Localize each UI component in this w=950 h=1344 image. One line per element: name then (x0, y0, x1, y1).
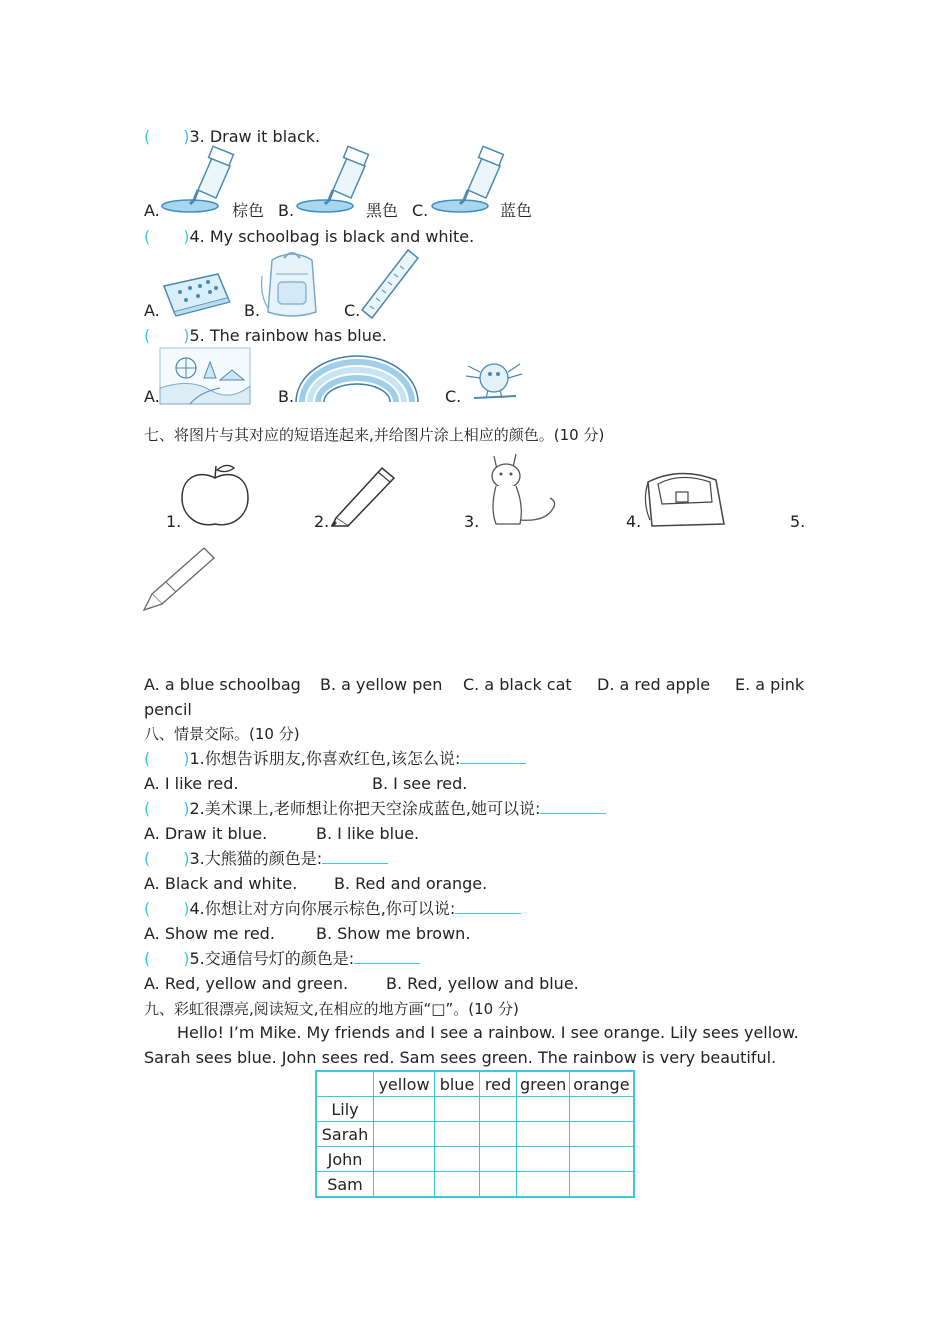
section-9-heading: 九、彩虹很漂亮,阅读短文,在相应的地方画“□”。(10 分) (144, 1000, 519, 1018)
row-label-lily: Lily (316, 1097, 374, 1122)
answer-cell[interactable] (480, 1172, 517, 1198)
option-b: B. Show me brown. (316, 924, 471, 943)
pen-icon (142, 546, 218, 614)
ruler-icon (360, 248, 420, 318)
answer-blank[interactable] (455, 899, 521, 914)
paint-tube-icon-c (430, 148, 510, 218)
answer-paren-open[interactable]: ( (144, 849, 151, 868)
answer-paren-close: ) (183, 849, 190, 868)
answer-paren-close: ) (183, 326, 190, 345)
question-text: 4. My schoolbag is black and white. (189, 227, 475, 246)
answer-cell[interactable] (517, 1097, 570, 1122)
answer-cell[interactable] (480, 1122, 517, 1147)
option-a-label: A. (144, 301, 160, 320)
option-b: B. Red, yellow and blue. (386, 974, 579, 993)
answer-paren-open[interactable]: ( (144, 949, 151, 968)
schoolbag-icon (640, 462, 726, 528)
answer-paren-close: ) (183, 749, 190, 768)
picture-number-2: 2. (314, 512, 330, 531)
picture-number-4: 4. (626, 512, 642, 531)
situation-question-4 (144, 899, 521, 919)
situation-question-5 (144, 949, 420, 969)
row-label-sarah: Sarah (316, 1122, 374, 1147)
answer-cell[interactable] (374, 1172, 435, 1198)
answer-blank[interactable] (322, 849, 388, 864)
option-b-label: B. (278, 201, 295, 220)
situation-question-3 (144, 849, 388, 869)
answer-cell[interactable] (517, 1147, 570, 1172)
option-a: A. I like red. (144, 774, 239, 793)
answer-blank[interactable] (460, 749, 526, 764)
phrase-d: D. a red apple (597, 675, 711, 694)
answer-paren-open[interactable]: ( (144, 227, 151, 246)
answer-cell[interactable] (570, 1172, 634, 1198)
bird-icon (464, 352, 524, 404)
answer-paren-open[interactable]: ( (144, 749, 151, 768)
question-5 (144, 326, 387, 346)
situation-question-2 (144, 799, 606, 819)
header-cell-orange: orange (570, 1071, 634, 1097)
answer-paren-close: ) (183, 799, 190, 818)
phrase-a: A. a blue schoolbag (144, 675, 301, 694)
answer-paren-close: ) (183, 949, 190, 968)
option-a: A. Black and white. (144, 874, 298, 893)
answer-cell[interactable] (570, 1122, 634, 1147)
paint-tube-icon-b (295, 148, 375, 218)
option-a: A. Draw it blue. (144, 824, 268, 843)
section-8-heading: 八、情景交际。(10 分) (144, 725, 300, 743)
question-3 (144, 127, 320, 147)
option-b-label: B. (244, 301, 261, 320)
answer-cell[interactable] (435, 1122, 480, 1147)
header-cell-yellow: yellow (374, 1071, 435, 1097)
phrase-e-wrap: pencil (144, 700, 192, 719)
table-row (316, 1172, 634, 1198)
answer-cell[interactable] (374, 1147, 435, 1172)
rainbow-icon (294, 354, 420, 404)
question-text: 2.美术课上,老师想让你把天空涂成蓝色,她可以说: (189, 799, 541, 818)
question-4 (144, 227, 474, 247)
phrase-b: B. a yellow pen (320, 675, 443, 694)
answer-paren-open[interactable]: ( (144, 326, 151, 345)
answer-cell[interactable] (570, 1097, 634, 1122)
picture-number-3: 3. (464, 512, 480, 531)
question-text: 3. Draw it black. (189, 127, 321, 146)
option-b: B. Red and orange. (334, 874, 488, 893)
answer-cell[interactable] (480, 1147, 517, 1172)
phrase-c: C. a black cat (463, 675, 572, 694)
answer-paren-open[interactable]: ( (144, 799, 151, 818)
header-cell-green: green (517, 1071, 570, 1097)
table-row (316, 1147, 634, 1172)
question-text: 1.你想告诉朋友,你喜欢红色,该怎么说: (189, 749, 461, 768)
option-c-label: C. (412, 201, 429, 220)
option-c-caption: 蓝色 (500, 201, 533, 220)
option-b-label: B. (278, 387, 295, 406)
answer-cell[interactable] (480, 1097, 517, 1122)
option-a-caption: 棕色 (232, 201, 265, 220)
header-cell-red: red (480, 1071, 517, 1097)
answer-cell[interactable] (435, 1147, 480, 1172)
option-c-label: C. (344, 301, 361, 320)
situation-question-1 (144, 749, 526, 769)
option-c-label: C. (445, 387, 462, 406)
color-table (315, 1070, 635, 1198)
table-row (316, 1097, 634, 1122)
answer-paren-close: ) (183, 899, 190, 918)
answer-paren-open[interactable]: ( (144, 899, 151, 918)
option-a-label: A. (144, 387, 160, 406)
answer-cell[interactable] (435, 1172, 480, 1198)
table-row (316, 1122, 634, 1147)
answer-paren-open[interactable]: ( (144, 127, 151, 146)
passage-line-2: Sarah sees blue. John sees red. Sam sees green. The rainbow is very beautiful. (144, 1048, 777, 1067)
answer-cell[interactable] (435, 1097, 480, 1122)
landscape-picture-icon (160, 348, 250, 404)
answer-cell[interactable] (374, 1122, 435, 1147)
answer-blank[interactable] (540, 799, 606, 814)
row-label-john: John (316, 1147, 374, 1172)
question-text: 5. The rainbow has blue. (189, 326, 387, 345)
answer-cell[interactable] (517, 1122, 570, 1147)
answer-cell[interactable] (570, 1147, 634, 1172)
answer-cell[interactable] (517, 1172, 570, 1198)
phrase-e: E. a pink (735, 675, 805, 694)
answer-paren-close: ) (183, 227, 190, 246)
answer-blank[interactable] (354, 949, 420, 964)
cat-icon (478, 446, 562, 530)
option-a: A. Show me red. (144, 924, 275, 943)
question-text: 5.交通信号灯的颜色是: (189, 949, 355, 968)
question-text: 3.大熊猫的颜色是: (189, 849, 323, 868)
row-label-sam: Sam (316, 1172, 374, 1198)
picture-number-5: 5. (790, 512, 806, 531)
pencil-case-icon (160, 268, 232, 318)
pencil-icon (330, 462, 400, 528)
answer-paren-close: ) (183, 127, 190, 146)
option-a-label: A. (144, 201, 160, 220)
picture-number-1: 1. (166, 512, 182, 531)
option-b: B. I like blue. (316, 824, 420, 843)
option-a: A. Red, yellow and green. (144, 974, 349, 993)
paint-tube-icon-a (160, 148, 240, 218)
question-text: 4.你想让对方向你展示棕色,你可以说: (189, 899, 456, 918)
apple-icon (180, 462, 250, 528)
option-b: B. I see red. (372, 774, 468, 793)
table-header-row (316, 1071, 634, 1097)
option-b-caption: 黑色 (366, 201, 399, 220)
backpack-icon (258, 246, 326, 320)
answer-cell[interactable] (374, 1097, 435, 1122)
section-7-heading: 七、将图片与其对应的短语连起来,并给图片涂上相应的颜色。(10 分) (144, 426, 605, 444)
header-cell-empty (316, 1071, 374, 1097)
passage-line-1: Hello! I’m Mike. My friends and I see a rainbow. I see orange. Lily sees yellow. (177, 1023, 799, 1042)
header-cell-blue: blue (435, 1071, 480, 1097)
